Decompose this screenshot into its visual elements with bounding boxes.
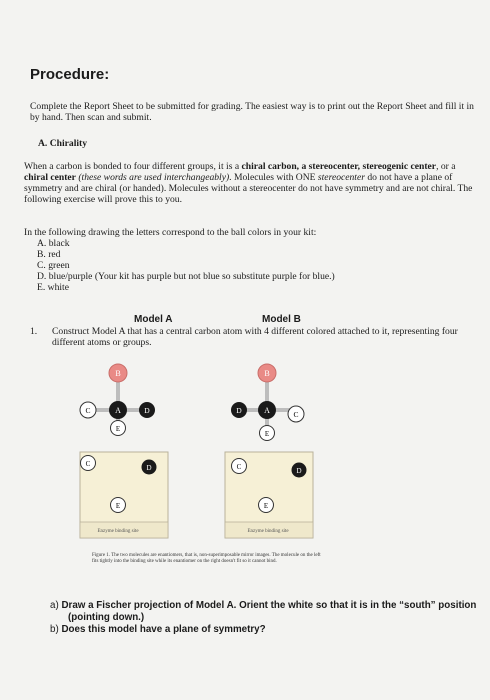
drawing-note: In the following drawing the letters correspond to the ball colors in your kit:	[24, 227, 317, 238]
color-item-d: D. blue/purple (Your kit has purple but not blue so substitute purple for blue.)	[37, 271, 335, 282]
binding-site-label-right: Enzyme binding site	[247, 529, 289, 534]
site-label-e: E	[263, 502, 269, 510]
atom-label-c: C	[293, 410, 299, 419]
subquestion-a-label: a)	[50, 600, 59, 611]
color-item-c: C. green	[37, 260, 70, 271]
section-a-title: A. Chirality	[38, 138, 88, 149]
site-label-c: C	[85, 460, 91, 468]
site-label-d: D	[146, 464, 152, 472]
model-a-label: Model A	[134, 314, 173, 325]
procedure-intro: Complete the Report Sheet to be submitted for grading. The easiest way is to print out the Report Sheet and fill it in by hand. Then scan and submit.	[30, 101, 474, 123]
binding-site-right	[225, 452, 313, 538]
binding-site-left	[80, 452, 168, 538]
atom-label-d: D	[144, 406, 150, 415]
subquestions	[50, 600, 480, 636]
procedure-heading: Procedure:	[30, 66, 110, 83]
atom-label-a: A	[264, 406, 270, 415]
atom-label-b: B	[115, 369, 121, 378]
atom-label-e: E	[115, 425, 121, 433]
site-label-e: E	[115, 502, 121, 510]
site-label-d: D	[296, 467, 302, 475]
color-item-b: B. red	[37, 249, 61, 260]
atom-label-e: E	[264, 430, 270, 438]
atom-label-b: B	[264, 369, 270, 378]
binding-site-label-left: Enzyme binding site	[97, 529, 139, 534]
color-item-e: E. white	[37, 282, 69, 293]
atom-label-a: A	[115, 406, 121, 415]
color-item-a: A. black	[37, 238, 70, 249]
model-a-molecule	[80, 364, 155, 436]
site-label-c: C	[236, 463, 242, 471]
atom-label-d: D	[236, 406, 242, 415]
question-1-number: 1.	[30, 326, 38, 337]
model-b-label: Model B	[262, 314, 301, 325]
model-b-molecule	[231, 364, 304, 441]
subquestion-b-text: Does this model have a plane of symmetry?	[61, 624, 266, 635]
subquestion-a	[50, 600, 480, 624]
subquestion-b	[50, 624, 480, 636]
atom-label-c: C	[85, 406, 91, 415]
subquestion-a-text: Draw a Fischer projection of Model A. Orient the white so that it is in the “south” position (pointing down.)	[61, 600, 477, 623]
subquestion-b-label: b)	[50, 624, 59, 635]
figure-caption: Figure 1. The two molecules are enantiomers, that is, non-superimposable mirror images. The molecule on the left fits tightly into the binding site while its enantiomer on the right doesn't fit so it cannot bind.	[92, 553, 321, 564]
chirality-paragraph: When a carbon is bonded to four different groups, it is a chiral carbon, a stereocenter, stereogenic center, or a chiral center (these words are used interchangeably). Molecules with ONE stereocenter do not have a plane of symmetry and are chiral (or handed). Molecules without a stereocenter do not have symmetry and are not chiral. The following exercise will prove this to you.	[24, 161, 473, 205]
question-1-text: Construct Model A that has a central carbon atom with 4 different colored attached to it, representing four different atoms or groups.	[52, 326, 458, 348]
